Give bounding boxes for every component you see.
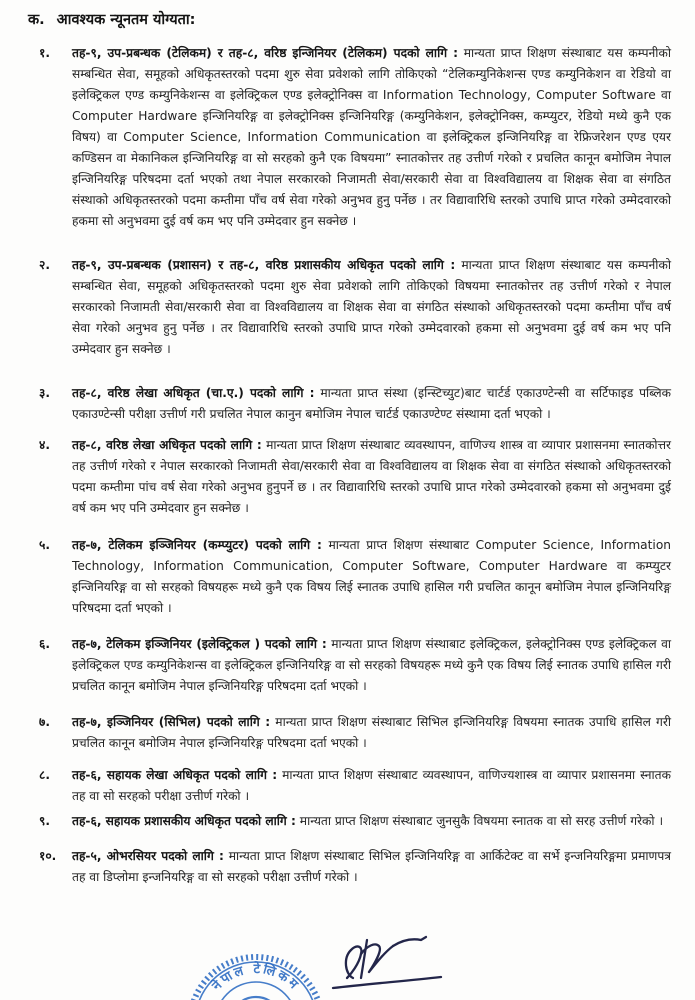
item-number: १. [39, 46, 50, 60]
item-title: तह-८, वरिष्ठ लेखा अधिकृत पदको लागि : [72, 438, 262, 452]
heading-text: आवश्यक न्यूनतम योग्यता: [56, 12, 196, 28]
item-title: तह-७, टेलिकम इञ्जिनियर (कम्प्युटर) पदको लागि : [72, 538, 322, 552]
list-item [28, 765, 671, 807]
item-body: मान्यता प्राप्त शिक्षण संस्थाबाट जुनसुकै विषयमा स्नातक वा सो सरह उत्तीर्ण गरेको । [299, 814, 664, 828]
list-item [28, 846, 671, 888]
item-body: मान्यता प्राप्त शिक्षण संस्थाबाट यस कम्पनीको सम्बन्धित सेवा, समूहको अधिकृतस्तरको पदमा शुरु सेवा प्रवेशको लागि तोकिएको “टेलिकम्युनिकेशन्स एण्ड कम्युनिकेशन वा रेडियो वा इलेक्ट्रिकल एण्ड कम्युनिकेशन्स वा इलेक्ट्रिकल एण्ड इलेक्ट्रोनिक्स वा Information Technology, Computer Software वा Computer Hardware इन्जिनियरिङ्ग वा इलेक्ट्रोनिक्स इन्जिनियरिङ्ग (कम्युनिकेशन, इलेक्ट्रोनिक्स, कम्प्युटर, रेडियो मध्ये कुनै एक विषय) वा Computer Science, Information Communication वा इलेक्ट्रिकल इन्जिनियरिङ्ग वा रेफ्रिजरेशन एण्ड एयर कण्डिसन वा मेकानिकल इन्जिनियरिङ्ग वा सो सरहको कुनै एक विषयमा” स्नातकोत्तर तह उत्तीर्ण गरेको र प्रचलित कानून बमोजिम नेपाल इन्जिनियरिङ्ग परिषदमा दर्ता भएको तथा नेपाल सरकारको निजामती सेवा/सरकारी सेवा वा विश्वविद्यालय वा शिक्षक सेवा वा संगठित संस्थाको अधिकृतस्तरको पदमा कम्तीमा पाँच वर्ष सेवा गरेको अनुभव हुनु पर्नेछ । तर विद्यावारिधि स्तरको उपाधि प्राप्त गरेको उम्मेदवारको हकमा सो अनुभवमा दुई वर्ष कम भए पनि उम्मेदवार हुन सक्नेछ । [72, 46, 671, 228]
item-number: ६. [39, 637, 50, 651]
signature-mark [323, 934, 453, 994]
item-title: तह-७, इञ्जिनियर (सिभिल) पदको लागि : [72, 715, 271, 729]
item-body: मान्यता प्राप्त शिक्षण संस्थाबाट सिभिल इन्जिनियरिङ्ग विषयमा स्नातक उपाधि हासिल गरी प्रचलित कानून बमोजिम नेपाल इन्जिनियरिङ्ग परिषदमा दर्ता भएको । [72, 715, 672, 750]
list-item [28, 43, 671, 232]
item-title: तह-८, वरिष्ठ लेखा अधिकृत (चा.ए.) पदको लागि : [72, 386, 315, 400]
item-body: मान्यता प्राप्त शिक्षण संस्थाबाट व्यवस्थापन, वाणिज्यशास्त्र वा व्यापार प्रशासनमा स्नातक तह वा सो सरहको परीक्षा उत्तीर्ण गरेको । [72, 768, 671, 803]
item-body: मान्यता प्राप्त शिक्षण संस्थाबाट यस कम्पनीको सम्बन्धित सेवा, समूहको अधिकृतस्तरको पदमा शुरु सेवा प्रवेशको लागि तोकिएको विषयमा स्नातकोत्तर तह उत्तीर्ण गरेको र नेपाल सरकारको निजामती सेवा/सरकारी सेवा वा विश्वविद्यालय वा शिक्षक सेवा वा संगठित संस्थाको अधिकृतस्तरको पदमा कम्तीमा पाँच वर्ष सेवा गरेको अनुभव हुनु पर्नेछ । तर विद्यावारिधि स्तरको उपाधि प्राप्त गरेको उम्मेदवारको हकमा सो अनुभवमा दुई वर्ष कम भए पनि उम्मेदवार हुन सक्नेछ । [72, 258, 671, 356]
svg-text:नेपाल टेलिकम [208, 961, 302, 995]
item-title: तह-५, ओभरसियर पदको लागि : [72, 849, 224, 863]
item-number: ५. [39, 538, 50, 552]
list-item [28, 435, 671, 519]
item-title: तह-९, उप-प्रबन्धक (प्रशासन) र तह-८, वरिष्ठ प्रशासकीय अधिकृत पदको लागि : [72, 258, 456, 272]
item-number: ७. [39, 715, 50, 729]
list-item [28, 712, 671, 754]
item-title: तह-६, सहायक प्रशासकीय अधिकृत पदको लागि : [72, 814, 296, 828]
list-item [28, 634, 671, 697]
list-item [28, 811, 671, 832]
item-number: ३. [39, 386, 50, 400]
item-body: मान्यता प्राप्त शिक्षण संस्थाबाट Computer Science, Information Technology, Information Communication, Computer Software, Computer Hardware वा कम्प्युटर इन्जिनियरिङ्ग वा सो सरहको विषयहरू मध्ये कुनै एक विषय लिई स्नातक उपाधि हासिल गरी प्रचलित कानून बमोजिम नेपाल इन्जिनियरिङ्ग परिषदमा दर्ता भएको । [72, 538, 671, 615]
item-title: तह-७, टेलिकम इञ्जिनियर (इलेक्ट्रिकल ) पदको लागि : [72, 637, 327, 651]
list-item [28, 535, 671, 619]
stamp-text: नेपाल टेलिकम [209, 961, 303, 994]
item-number: २. [39, 258, 50, 272]
item-body: मान्यता प्राप्त शिक्षण संस्थाबाट इलेक्ट्रिकल, इलेक्ट्रोनिक्स एण्ड इलेक्ट्रिकल वा इलेक्ट्रिकल एण्ड कम्युनिकेशन्स वा इलेक्ट्रिकल इन्जिनियरिङ्ग वा सो सरहको विषयहरू मध्ये कुनै एक विषय लिई स्नातक उपाधि हासिल गरी प्रचलित कानून बमोजिम नेपाल इन्जिनियरिङ्ग परिषदमा दर्ता भएको । [72, 637, 672, 693]
item-number: ८. [39, 768, 50, 782]
heading-prefix: क. [28, 12, 45, 28]
list-item [28, 383, 671, 425]
item-number: १०. [39, 849, 57, 863]
item-number: ४. [39, 438, 50, 452]
qualification-list [28, 43, 671, 888]
item-body: मान्यता प्राप्त शिक्षण संस्थाबाट व्यवस्थापन, वाणिज्य शास्त्र वा व्यापार प्रशासनमा स्नातकोत्तर तह उत्तीर्ण गरेको र नेपाल सरकारको निजामती सेवा/सरकारी सेवा वा विश्वविद्यालय वा शिक्षक सेवा वा संगठित संस्थाको अधिकृतस्तरको पदमा कम्तीमा पांच वर्ष सेवा गरेको अनुभव हुनुपर्ने छ । तर विद्यावारिधि स्तरको उपाधि प्राप्त गरेको उम्मेदवारको हकमा सो अनुभवमा दुई वर्ष कम भए पनि उम्मेदवार हुन सक्नेछ । [72, 438, 671, 515]
item-title: तह-९, उप-प्रबन्धक (टेलिकम) र तह-८, वरिष्ठ इन्जिनियर (टेलिकम) पदको लागि : [72, 46, 459, 60]
item-body: मान्यता प्राप्त शिक्षण संस्थाबाट सिभिल इन्जिनियरिङ्ग वा आर्किटेक्ट वा सर्भे इन्जनियरिङ्गमा प्रमाणपत्र तह वा डिप्लोमा इन्जनियरिङ्ग वा सो सरहको परीक्षा उत्तीर्ण गरेको । [72, 849, 672, 884]
nepal-telecom-stamp-icon [181, 944, 331, 1000]
page-title [28, 9, 671, 31]
item-number: ९. [39, 814, 50, 828]
list-item [28, 255, 671, 360]
item-title: तह-६, सहायक लेखा अधिकृत पदको लागि : [72, 768, 278, 782]
item-body: मान्यता प्राप्त संस्था (इन्स्टिच्युट)बाट चार्टर्ड एकाउण्टेन्सी वा सर्टिफाइड पब्लिक एकाउण्टेन्सी परीक्षा उत्तीर्ण गरी प्रचलित नेपाल कानुन बमोजिम नेपाल चार्टर्ड एकाउण्टेण्ट संस्थामा दर्ता भएको । [72, 386, 672, 421]
